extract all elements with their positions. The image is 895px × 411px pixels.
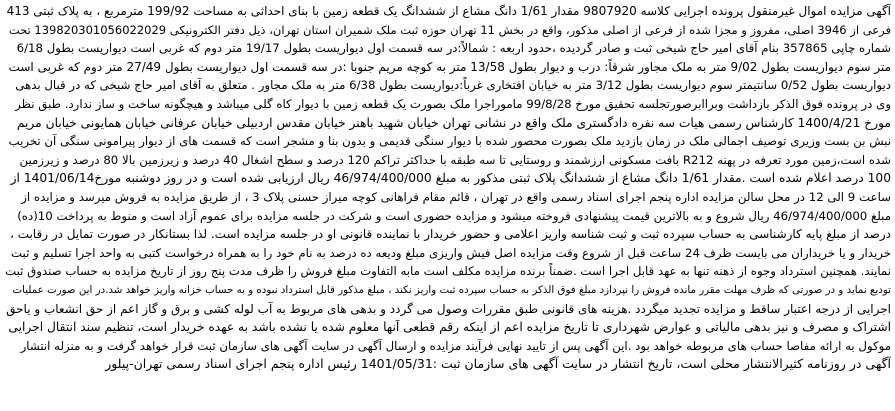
notice-line: نبش بن بست وزیری توصیف اجمالی ملک در زمان بازدید ملک بصورت محصور شده با دیوار سنگی قدیمی و بدون بنا و مشجر است که قسمت های از دیوار پیرامونی سنگی آن تخریب [8,134,891,149]
notice-line: مورخ 1400/4/21 کارشناس رسمی هیات سه نفره دادگستری ملک واقع در نشانی تهران خیابان شهید باهنر خیابان مقدس اردبیلی خیابان عرفانی خیابان همایونی خیابان مریم [16,115,891,130]
notice-line: شده است،زمین مورد تعرفه در پهنه R212 بافت مسکونی ارزشمند و روستایی تا سه طبقه با حداکثر تراکم 120 درصد و سطح اشغال 40 درصد و زیرزمین بالا 80 درصد و زیرزمین [19,152,891,167]
notice-line: اجرایی از درجه اعتبار ساقط و مزایده تجدید میگردد .هزینه های قانونی طبق مقررات وصول می گردد و بدهی های مربوط به آب لوله کشی و برق و گاز اعم از حق انشعاب و یاحق [6,301,891,316]
notice-line: ساعت 9 الی 12 در محل سالن مزایده اداره پنجم اجرای اسناد رسمی واقع در تهران ، قائم مقام فراهانی کوچه میراز حسنی پلاک 3 ، از طریق مزایده به فروش میرسد و مزایده از [21,189,891,204]
notice-line: آگهی مزایده اموال غیرمنقول پرونده اجرایی کلاسه 9807920 مقدار 1/61 دانگ مشاع از ششدانگ یک قطعه زمین با بنای احداثی به مساحت 199/92 مترمربع ، به پلاک ثبتی 413 [6,4,891,18]
notice-line: خریدار و یا خریداران می بایست ظرف 24 ساعت قبل از شروع وقت مزایده اصل فیش واریزی مبلغ ودیعه ده درصد به نام خود را به همراه درخواست کتبی به واحد اجرا تسلیم و ثبت [10,245,891,260]
notice-line: موکول به ارائه مفاصا حساب های مربوطه خواهد بود .این آگهی پس از تایید نهایی فرآیند مزایده و ارسال آگهی در سایت آگهی های سازمان ثبت قرار خواهد گرفت و به منزله انتشار [20,338,891,353]
notice-line: 100 درصد اعلام شده است .مقدار 1/61 دانگ مشاع از ششدانگ پلاک ثبتی مذکور به مبلغ 46/974/400/000 ریال ارزیابی شده است و در روز دوشنبه مورخ1401/06/14 از [10,171,891,186]
notice-line: وی در پرونده فوق الذکر بازداشت وبراابرصورتجلسه تحقیق مورخ 99/8/28 ماموراجرا ملک بصورت یک قطعه زمین با دیوار کاه گلی میباشد و هیچگونه ساخت و ساز ندارد. طبق نظر [15,96,891,111]
notice-line: آگهی در روزنامه کثیرالانتشار محلی است، تاریخ انتشار در سایت آگهی های سازمان ثبت :1401/05/31 رئیس اداره پنجم اجرای اسناد رسمی تهران-پیلور [105,356,891,372]
notice-line: تودیع نماید و در صورتی که ظرف مهلت مقرر مانده فروش را نپردازد مبلغ فوق الذکر به حساب سپرده ثبت واریز نکند ، مبلغ مذکور قابل استرداد نبوده و به حساب خزانه واریز خواهد شد.در این صورت عملیات [12,283,891,296]
notice-line: دیواریست بطول 0/52 سانتیمتر سوم دیواریست بطول 3/12 متر به خیابان افتخاری غرباً:دیواریست بطول 6/38 متر به ملک مجاور . متعلق به آقای امیر حاج شیخی که در قبال بدهی [15,78,891,93]
notice-line: نمایند. همچنین استرداد وجوه از ذهنه تنها به عهد قابل اجرا است .ضمناً برنده مزایده مکلف است مابه التفاوت مبلغ فروش را ظرف مدت پنج روز از تاریخ مزایده به حساب صندوق ثبت [5,264,891,279]
notice-line: اشتراک و مصرف و نیز بدهی مالیاتی و عوارض شهرداری تا تاریخ مزایده اعم از اینکه رقم قطعی آنها معلوم شده یا نشده باشد به عهده خریدار است، تنظیم سند انتقال اجرایی [8,320,891,335]
notice-line: فرعی از 3946 اصلی، مفروز و مجزا شده از فرعی از اصلی مذکور، واقع در بخش 11 تهران حوزه ثبت ملک شمیران استان تهران، ذیل دفتر الکترونیکی 13982030105602​2029 تحت [8,22,891,37]
notice-line: درصد از مبلغ پایه کارشناسی به حساب سپرده ثبت و ثبت شناسه واریز اعلامی و حضور خریدار با نماینده قانونی او در جلسه مزایده است. لذا بستانکار در صورت تمایل در رقابت ، [10,227,891,242]
notice-line: شماره چاپی 357865 بنام آقای امیر حاج شیخی ثبت و صادر گردیده ،حدود اربعه : شمالاً:در سه قسمت اول دیواریست بطول 19/17 متر دوم که غربی است دیواریست بطول 6/18 [16,41,891,56]
notice-line: متر سوم دیواریست بطول 9/02 متر به ملک مجاور شرقاً: درب و دیوار بطول 13/58 متر به کوچه مریم جنوبا :در سه قسمت اول دیواریست بطول 27/49 متر دوم که غربی است [8,59,891,74]
notice-line: مبلغ 46/974/400/000 ریال شروع و به بالاترین قیمت پیشنهادی فروخته میشود و مزایده حضوری است و شرکت در جلسه مزایده برای عموم آزاد است و منوط به پرداخت 10(ده) [17,208,891,223]
